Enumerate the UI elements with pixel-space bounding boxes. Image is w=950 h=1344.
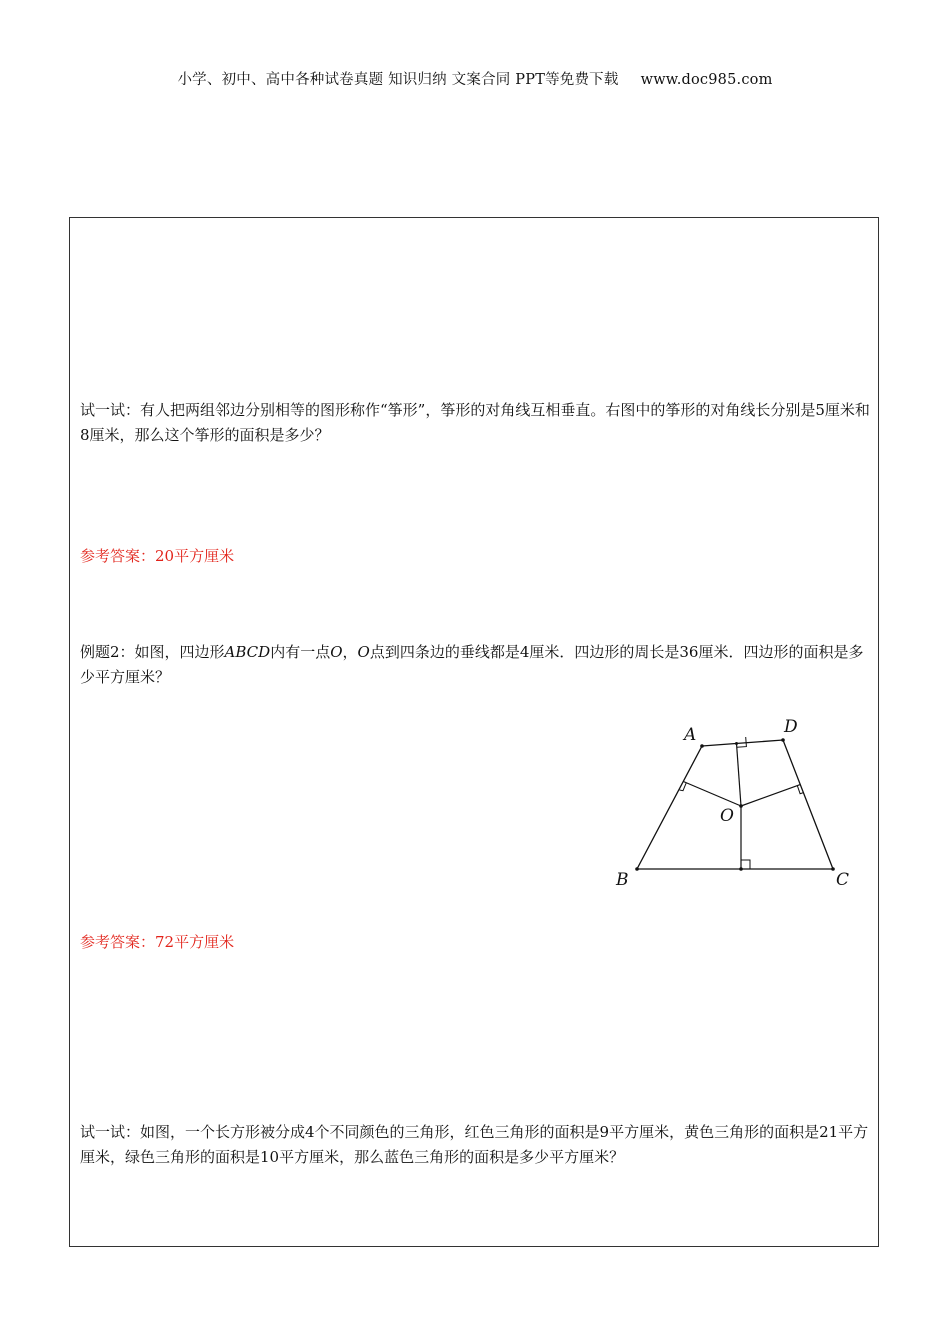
- answer-1: 参考答案：20平方厘米: [80, 547, 235, 565]
- header-text: 小学、初中、高中各种试卷真题 知识归纳 文案合同 PPT等免费下载: [177, 72, 619, 88]
- answer-2: 参考答案：72平方厘米: [80, 933, 235, 951]
- label-o: O: [720, 806, 734, 826]
- example-2-prefix: 例题2：如图，四边形: [80, 643, 225, 661]
- label-d: D: [784, 717, 798, 737]
- point-o-2: O: [357, 643, 370, 661]
- try-it-2-question: 试一试：如图，一个长方形被分成4个不同颜色的三角形，红色三角形的面积是9平方厘米，黄色三角形的面积是21平方厘米，绿色三角形的面积是10平方厘米，那么蓝色三角形的面积是多少平方厘米？: [80, 1123, 869, 1166]
- example-2-mid: 内有一点: [270, 643, 331, 661]
- label-b: B: [616, 870, 629, 890]
- example-2-rest: 点到四条边的垂线都是4厘米．四边形的周长是36厘米．四边形的面积是多少平方厘米？: [80, 643, 864, 686]
- try-it-1-question: 试一试：有人把两组邻边分别相等的图形称作“筝形”，筝形的对角线互相垂直。右图中的筝形的对角线长分别是5厘米和8厘米，那么这个筝形的面积是多少？: [80, 401, 870, 444]
- page-header: [0, 68, 950, 89]
- quad-name: ABCD: [224, 643, 271, 661]
- vertex-dots: [635, 738, 835, 871]
- header-site-link[interactable]: www.doc985.com: [640, 72, 773, 88]
- right-angle-marks: [680, 737, 804, 869]
- label-c: C: [836, 870, 850, 890]
- example-2-comma: ，: [342, 643, 358, 661]
- quadrilateral-outline: [637, 740, 833, 869]
- example-2-question: [80, 640, 875, 690]
- label-a: A: [684, 725, 697, 745]
- point-o-1: O: [330, 643, 343, 661]
- quadrilateral-figure: [610, 712, 860, 890]
